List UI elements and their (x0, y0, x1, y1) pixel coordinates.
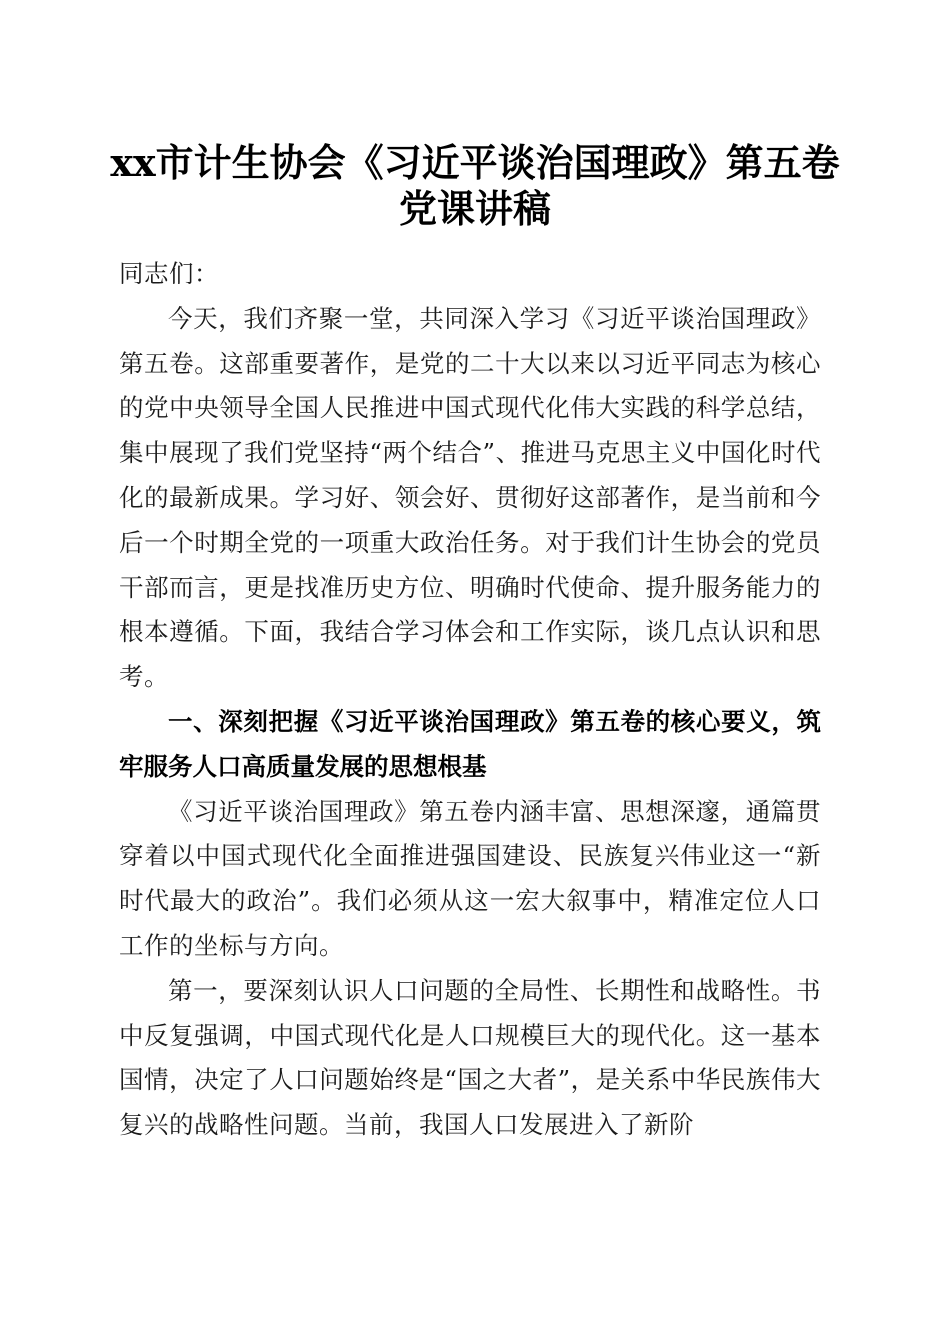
salutation: 同志们： (119, 259, 219, 288)
paragraph-section-1-intro: 《习近平谈治国理政》第五卷内涵丰富、思想深邃，通篇贯穿着以中国式现代化全面推进强国建设、民族复兴伟业这一“新时代最大的政治”。我们必须从这一宏大叙事中，精准定位人口工作的坐标与方向。 (119, 796, 821, 960)
section-heading-1: 一、深刻把握《习近平谈治国理政》第五卷的核心要义，筑牢服务人口高质量发展的思想根基 (119, 706, 821, 781)
paragraph-intro: 今天，我们齐聚一堂，共同深入学习《习近平谈治国理政》第五卷。这部重要著作，是党的二十大以来以习近平同志为核心的党中央领导全国人民推进中国式现代化伟大实践的科学总结，集中展现了我们党坚持“两个结合”、推进马克思主义中国化时代化的最新成果。学习好、领会好、贯彻好这部著作，是当前和今后一个时期全党的一项重大政治任务。对于我们计生协会的党员干部而言，更是找准历史方位、明确时代使命、提升服务能力的根本遵循。下面，我结合学习体会和工作实际，谈几点认识和思考。 (119, 303, 821, 692)
document-title-line-2: 党课讲稿 (398, 186, 551, 231)
document-title-line-1: xx市计生协会《习近平谈治国理政》第五卷 (110, 140, 840, 185)
paragraph-point-1: 第一，要深刻认识人口问题的全局性、长期性和战略性。书中反复强调，中国式现代化是人口规模巨大的现代化。这一基本国情，决定了人口问题始终是“国之大者”，是关系中华民族伟大复兴的战略性问题。当前，我国人口发展进入了新阶 (119, 975, 821, 1140)
document-body (119, 252, 821, 1148)
